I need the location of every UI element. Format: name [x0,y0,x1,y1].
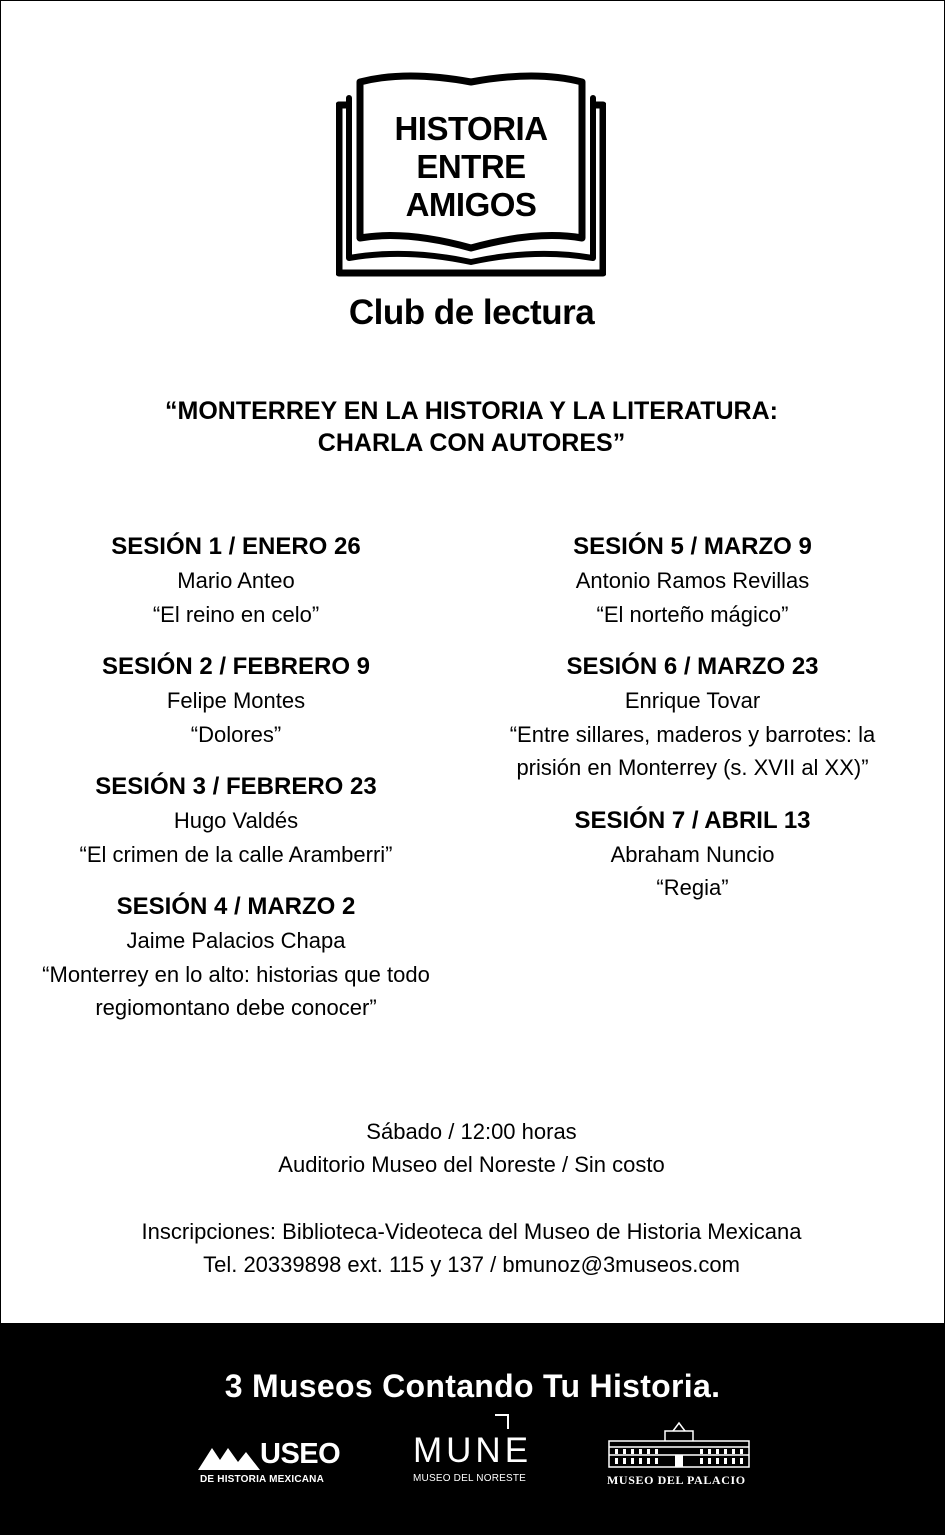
book-logo [336,70,606,280]
session-block [470,804,915,905]
mountains-icon [198,1440,260,1474]
session-block [470,530,915,631]
club-subtitle: Club de lectura [348,293,595,332]
session-block [470,650,915,785]
museo-sub: DE HISTORIA MEXICANA [200,1474,325,1485]
palacio-sub: MUSEO DEL PALACIO [607,1473,746,1487]
heading-line-1: “MONTERREY EN LA HISTORIA Y LA LITERATURA: [165,397,778,425]
session-book-title: “El norteño mágico” [596,601,789,627]
event-heading [0,395,943,459]
session-book-title: “Regia” [656,875,729,900]
logo-line-1: HISTORIA [394,110,548,147]
corner-mark-icon [408,1413,548,1433]
session-author: Antonio Ramos Revillas [575,568,810,593]
sessions-left-column [20,530,452,1044]
registration-line-1: Inscripciones: Biblioteca-Videoteca del Museo de Historia Mexicana [141,1219,802,1244]
museo-del-palacio-logo [605,1421,755,1491]
session-title: SESIÓN 6 / MARZO 23 [566,653,819,680]
mune-sub: MUSEO DEL NORESTE [413,1473,527,1484]
sessions-right-column [470,530,915,924]
session-book-title: “El reino en celo” [152,601,320,627]
schedule-line-1: Sábado / 12:00 horas [366,1119,577,1144]
session-book-title: “Monterrey en lo alto: historias que todo [42,961,430,987]
session-book-title: “Dolores” [190,721,282,747]
mune-word: MUNE [413,1431,533,1470]
session-author: Jaime Palacios Chapa [126,928,346,953]
footer-slogan: 3 Museos Contando Tu Historia. [224,1368,721,1404]
session-block [20,890,452,1025]
museo-historia-mexicana-logo [198,1438,348,1488]
session-title: SESIÓN 3 / FEBRERO 23 [95,773,377,800]
mune-logo [408,1413,548,1488]
logo-line-3: AMIGOS [405,186,537,223]
session-book-title: “Entre sillares, maderos y barrotes: la [509,721,876,747]
session-book-title: prisión en Monterrey (s. XVII al XX)” [516,755,869,780]
heading-line-2: CHARLA CON AUTORES” [317,429,626,457]
session-block [20,770,452,871]
session-title: SESIÓN 2 / FEBRERO 9 [101,653,371,680]
museo-word: USEO [260,1438,341,1470]
palace-building-icon [605,1421,753,1469]
schedule-info [0,1115,943,1181]
session-block [20,650,452,751]
session-author: Abraham Nuncio [610,841,775,867]
session-book-title: regiomontano debe conocer” [95,995,377,1020]
session-author: Enrique Tovar [624,688,761,713]
session-title: SESIÓN 5 / MARZO 9 [573,533,812,560]
logo-line-2: ENTRE [416,148,526,185]
session-author: Felipe Montes [166,688,306,713]
session-title: SESIÓN 4 / MARZO 2 [116,893,356,920]
registration-line-2: Tel. 20339898 ext. 115 y 137 / bmunoz@3museos.com [203,1252,740,1277]
footer-band [0,1323,945,1535]
session-book-title: “El crimen de la calle Aramberri” [79,841,393,867]
session-title: SESIÓN 1 / ENERO 26 [111,533,361,560]
session-block [20,530,452,631]
logo-text [336,110,606,224]
session-author: Hugo Valdés [173,808,299,833]
registration-info [0,1215,943,1281]
session-author: Mario Anteo [177,568,295,593]
schedule-line-2: Auditorio Museo del Noreste / Sin costo [278,1152,665,1177]
session-title: SESIÓN 7 / ABRIL 13 [574,806,811,834]
